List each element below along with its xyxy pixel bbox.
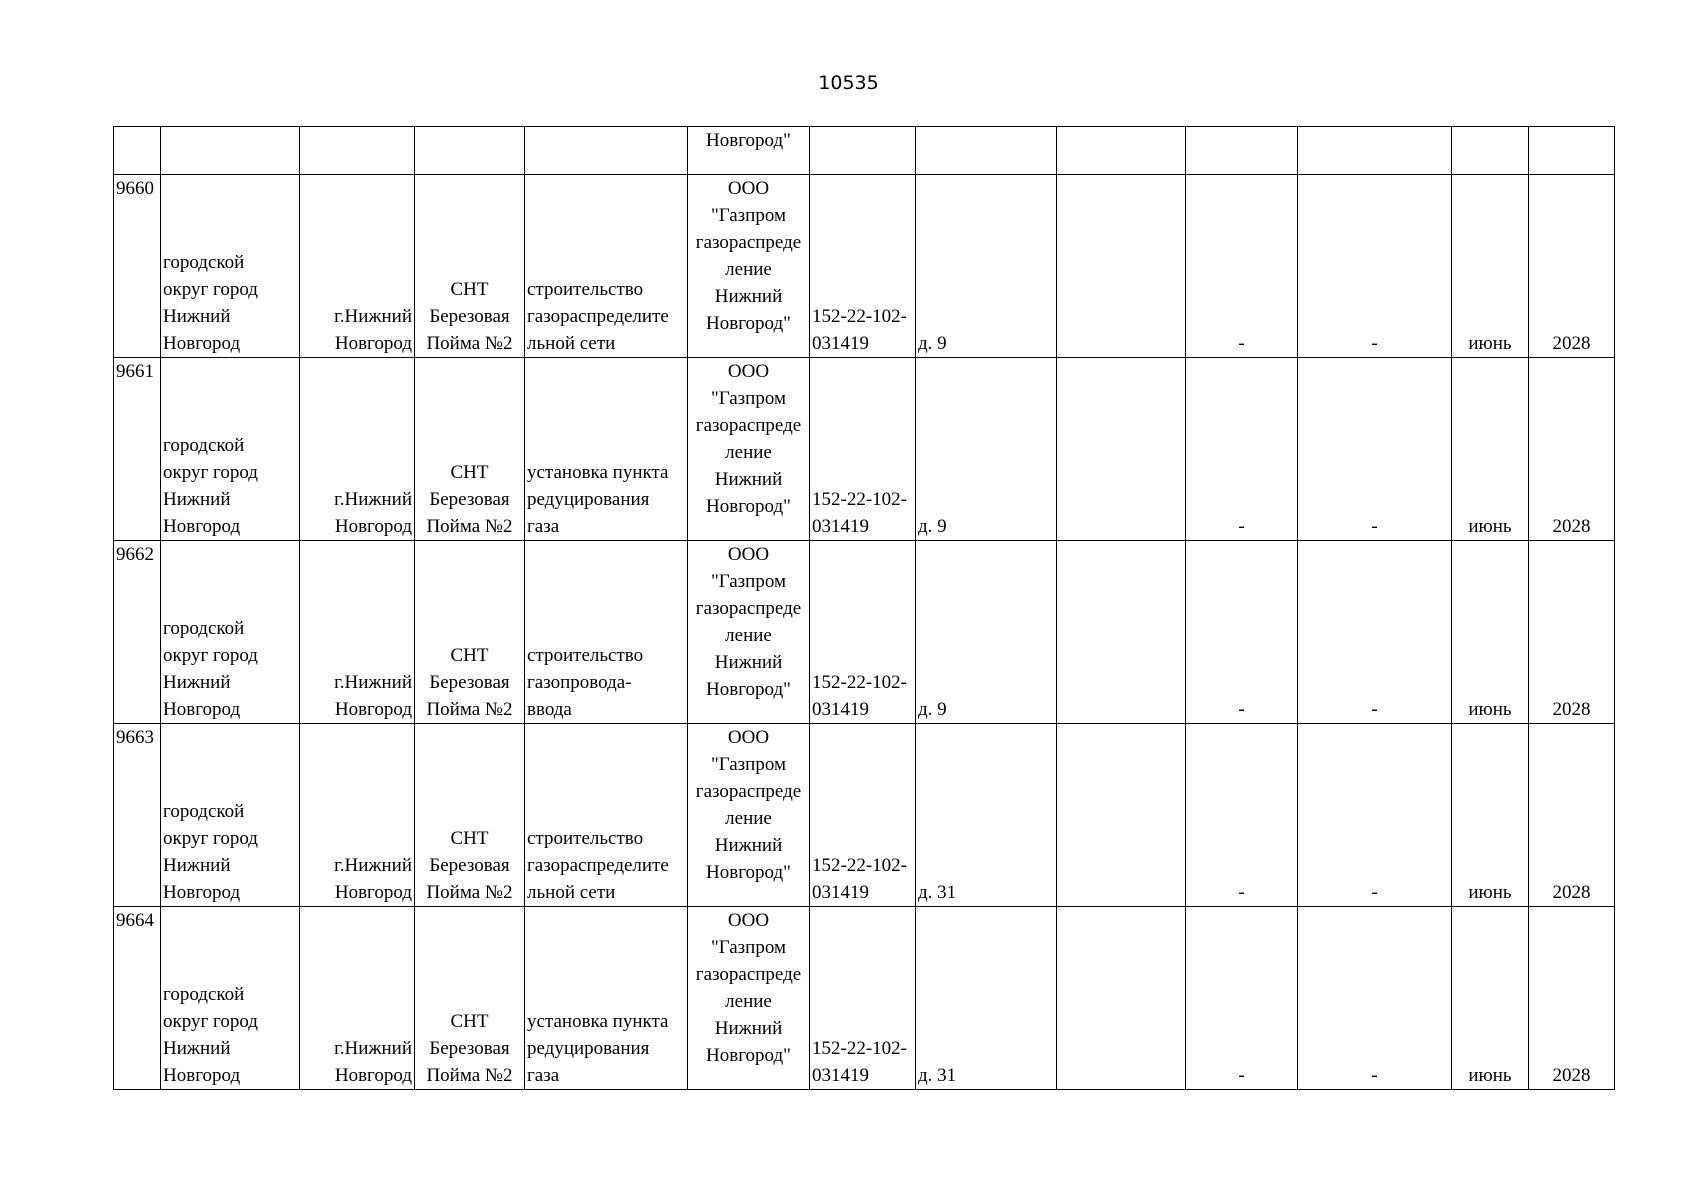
dash-cell: - [1186,907,1298,1090]
empty-cell [1057,358,1186,541]
org-cell: ООО "Газпром газораспреде ление Нижний Новгород" [688,541,810,724]
table-row [114,541,1615,724]
snt-cell: СНТ Березовая Пойма №2 [415,907,525,1090]
city-cell: г.Нижний Новгород [300,724,415,907]
year-cell: 2028 [1529,175,1615,358]
code-cell: 152-22-102- 031419 [810,358,916,541]
dash-cell: - [1186,541,1298,724]
cell-empty [916,127,1057,175]
snt-cell: СНТ Березовая Пойма №2 [415,724,525,907]
code-cell: 152-22-102- 031419 [810,907,916,1090]
cell-empty [810,127,916,175]
snt-cell: СНТ Березовая Пойма №2 [415,358,525,541]
dash-cell: - [1186,358,1298,541]
dash-cell: - [1298,541,1452,724]
row-number: 9660 [114,175,161,358]
code-cell: 152-22-102- 031419 [810,724,916,907]
empty-cell [1057,724,1186,907]
work-cell: установка пункта редуцирования газа [525,907,688,1090]
row-number: 9661 [114,358,161,541]
org-cell: ООО "Газпром газораспреде ление Нижний Новгород" [688,175,810,358]
empty-cell [1057,907,1186,1090]
month-cell: июнь [1452,541,1529,724]
district-cell: городской округ город Нижний Новгород [161,175,300,358]
house-cell: д. 31 [916,724,1057,907]
city-cell: г.Нижний Новгород [300,175,415,358]
month-cell: июнь [1452,358,1529,541]
year-cell: 2028 [1529,724,1615,907]
org-continuation-cell: Новгород" [688,127,810,175]
cell-empty [1298,127,1452,175]
code-cell: 152-22-102- 031419 [810,175,916,358]
dash-cell: - [1298,358,1452,541]
empty-cell [1057,541,1186,724]
row-number: 9664 [114,907,161,1090]
month-cell: июнь [1452,907,1529,1090]
snt-cell: СНТ Березовая Пойма №2 [415,541,525,724]
cell-empty [1186,127,1298,175]
cell-empty [114,127,161,175]
registry-table [113,126,1615,1090]
dash-cell: - [1186,175,1298,358]
district-cell: городской округ город Нижний Новгород [161,907,300,1090]
table-row [114,724,1615,907]
cell-empty [161,127,300,175]
work-cell: установка пункта редуцирования газа [525,358,688,541]
district-cell: городской округ город Нижний Новгород [161,541,300,724]
year-cell: 2028 [1529,358,1615,541]
dash-cell: - [1298,175,1452,358]
house-cell: д. 31 [916,907,1057,1090]
district-cell: городской округ город Нижний Новгород [161,358,300,541]
month-cell: июнь [1452,175,1529,358]
work-cell: строительство газораспределите льной сети [525,724,688,907]
city-cell: г.Нижний Новгород [300,907,415,1090]
city-cell: г.Нижний Новгород [300,358,415,541]
continuation-row [114,127,1615,175]
row-number: 9663 [114,724,161,907]
work-cell: строительство газораспределите льной сети [525,175,688,358]
dash-cell: - [1186,724,1298,907]
table-row [114,358,1615,541]
house-cell: д. 9 [916,541,1057,724]
city-cell: г.Нижний Новгород [300,541,415,724]
dash-cell: - [1298,724,1452,907]
cell-empty [415,127,525,175]
cell-empty [1452,127,1529,175]
month-cell: июнь [1452,724,1529,907]
year-cell: 2028 [1529,907,1615,1090]
house-cell: д. 9 [916,358,1057,541]
cell-empty [1057,127,1186,175]
cell-empty [300,127,415,175]
dash-cell: - [1298,907,1452,1090]
org-cell: ООО "Газпром газораспреде ление Нижний Новгород" [688,358,810,541]
org-cell: ООО "Газпром газораспреде ление Нижний Новгород" [688,907,810,1090]
row-number: 9662 [114,541,161,724]
cell-empty [1529,127,1615,175]
cell-empty [525,127,688,175]
org-cell: ООО "Газпром газораспреде ление Нижний Новгород" [688,724,810,907]
snt-cell: СНТ Березовая Пойма №2 [415,175,525,358]
table-row [114,907,1615,1090]
district-cell: городской округ город Нижний Новгород [161,724,300,907]
page-number: 10535 [818,72,879,94]
year-cell: 2028 [1529,541,1615,724]
code-cell: 152-22-102- 031419 [810,541,916,724]
house-cell: д. 9 [916,175,1057,358]
table-row [114,175,1615,358]
empty-cell [1057,175,1186,358]
work-cell: строительство газопровода- ввода [525,541,688,724]
